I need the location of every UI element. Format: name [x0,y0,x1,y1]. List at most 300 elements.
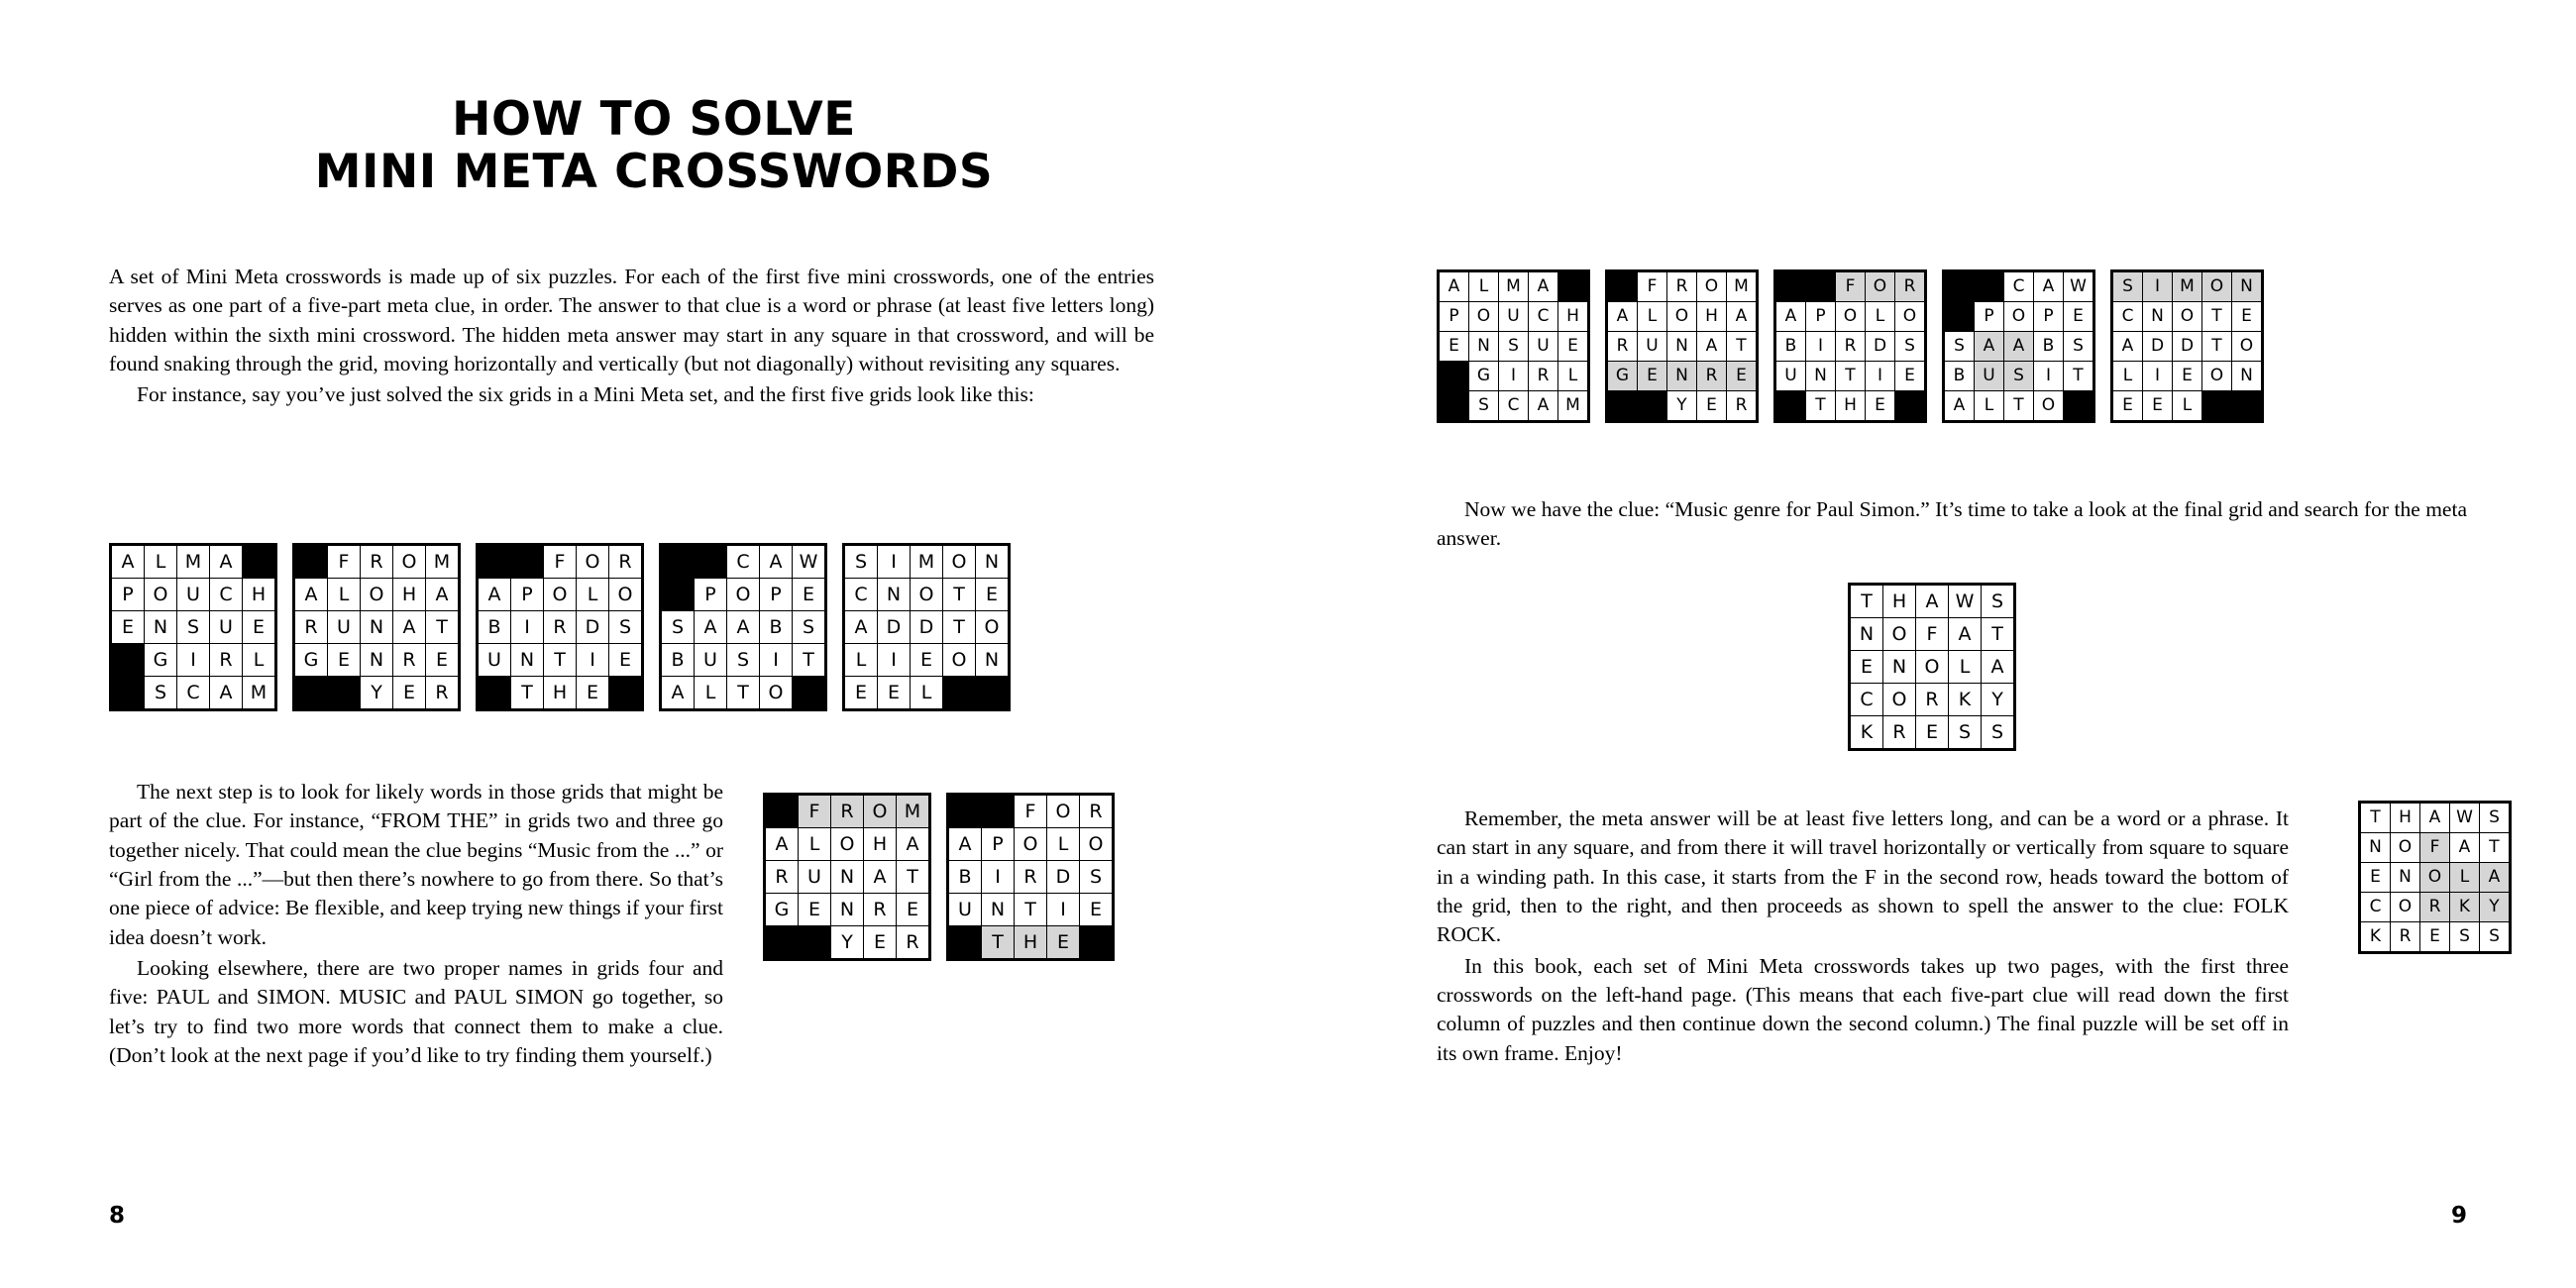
grid-row [1776,272,1925,302]
grid-row [2113,391,2262,421]
grid-cell: R [2391,922,2420,952]
grid-cell: N [511,644,544,677]
alma-grid-right [1437,269,1590,423]
grid-cell: O [1883,618,1916,651]
grid-cell: S [2113,272,2143,302]
grid-cell: A [2034,272,2064,302]
grid-cell-block [1638,391,1667,421]
grid-cell: S [2004,362,2034,391]
grid-cell: K [1949,684,1982,716]
grid-row [1776,362,1925,391]
grid-cell: S [1982,586,2014,618]
grid-cell: H [864,828,897,861]
grid-cell: R [544,611,577,644]
grid-cell: L [911,677,943,709]
grid-cell: E [1558,332,1588,362]
grid-cell-block [1776,272,1806,302]
left-paragraph-2: For instance, say you’ve just solved the six grids in a Mini Meta set, and the first five grids look like this: [137,382,1034,407]
grid-cell: R [210,644,243,677]
grid-cell: A [1529,391,1558,421]
grid-cell: S [2480,922,2510,952]
grid-cell: R [1015,861,1047,894]
grid-cell-block [949,926,982,959]
grid-cell-block [2202,391,2232,421]
grid-cell: F [1836,272,1866,302]
grid-cell: A [1982,651,2014,684]
grid-cell: T [1982,618,2014,651]
grid-cell: E [2143,391,2173,421]
grid-cell: H [1558,302,1588,332]
grid-cell: E [1727,362,1757,391]
grid-cell: E [1638,362,1667,391]
grid-cell: D [2173,332,2202,362]
grid-cell: S [2450,922,2480,952]
grid-cell: F [328,546,361,579]
grid-cell: T [1851,586,1883,618]
grid-cell: E [864,926,897,959]
grid-cell: R [1080,796,1113,828]
grid-row [1851,684,2014,716]
grid-cell: L [2450,863,2480,893]
grid-cell: A [210,546,243,579]
grid-cell: O [577,546,609,579]
grid-row [1440,332,1588,362]
grid-cell: R [1895,272,1925,302]
grid-cell: S [1499,332,1529,362]
grid-row [1776,302,1925,332]
grid-cell: U [1499,302,1529,332]
page-right [1288,0,2576,1288]
grid-cell: U [479,644,511,677]
grid-cell: A [1529,272,1558,302]
grid-cell: E [2173,362,2202,391]
grid-cell: E [609,644,642,677]
grid-row [2113,302,2262,332]
grid-cell-block [976,677,1009,709]
right-paragraph-1: Now we have the clue: “Music genre for Paul Simon.” It’s time to take a look at the final grid and search for the meta answer. [1437,497,2467,551]
grid-cell: G [766,894,799,926]
grid-cell: A [479,579,511,611]
grid-cell: A [2420,804,2450,833]
grid-cell: A [897,828,929,861]
grid-cell: O [1916,651,1949,684]
grid-row [479,644,642,677]
grid-cell: N [2361,833,2391,863]
simon-grid-right [2110,269,2264,423]
grid-cell: K [2361,922,2391,952]
grid-cell: A [662,677,695,709]
alma-grid [109,543,277,711]
grid-cell: S [1945,332,1975,362]
grid-cell: R [831,796,864,828]
grid-cell: S [2064,332,2093,362]
grid-cell: D [911,611,943,644]
grid-row [479,677,642,709]
grid-cell: B [760,611,793,644]
example-grid-row [109,543,1025,711]
grid-cell: O [831,828,864,861]
grid-cell: L [2113,362,2143,391]
grid-cell: A [1727,302,1757,332]
from-grid-right [1605,269,1759,423]
page-title-line2: MINI META CROSSWORDS [314,144,994,199]
grid-cell-block [295,677,328,709]
grid-cell: O [1469,302,1499,332]
grid-cell-block [1776,391,1806,421]
grid-cell: T [793,644,825,677]
grid-cell: N [2232,272,2262,302]
grid-cell: E [328,644,361,677]
grid-cell: A [1697,332,1727,362]
grid-cell-block [479,546,511,579]
grid-cell: L [1866,302,1895,332]
grid-cell: G [295,644,328,677]
grid-cell: A [1949,618,1982,651]
grid-cell: T [426,611,459,644]
grid-cell: M [243,677,275,709]
grid-row [2361,893,2510,922]
grid-row [845,611,1009,644]
grid-cell: I [982,861,1015,894]
grid-cell: P [982,828,1015,861]
grid-cell: O [393,546,426,579]
grid-cell: F [1916,618,1949,651]
grid-row [1776,391,1925,421]
grid-cell: I [2143,362,2173,391]
grid-row [479,579,642,611]
grid-cell: H [544,677,577,709]
grid-cell: M [177,546,210,579]
grid-cell: O [1047,796,1080,828]
grid-cell: F [799,796,831,828]
grid-row [295,579,459,611]
grid-cell-block [295,546,328,579]
grid-cell-block [949,796,982,828]
grid-cell: I [878,644,911,677]
grid-cell: A [1608,302,1638,332]
grid-row [2113,362,2262,391]
grid-row [2113,332,2262,362]
grid-row [295,546,459,579]
grid-cell: T [1727,332,1757,362]
grid-cell: I [1499,362,1529,391]
grid-row [1945,391,2093,421]
grid-cell: R [1697,362,1727,391]
from-grid [292,543,461,711]
grid-cell: C [2361,893,2391,922]
grid-cell: E [1440,332,1469,362]
grid-cell: P [1440,302,1469,332]
grid-cell: A [295,579,328,611]
for-grid [476,543,644,711]
grid-row [1945,332,2093,362]
grid-cell: N [831,861,864,894]
grid-row [949,894,1113,926]
grid-cell-block [1806,272,1836,302]
grid-row [295,611,459,644]
grid-cell: S [1982,716,2014,749]
grid-cell: R [1608,332,1638,362]
grid-cell: L [799,828,831,861]
grid-cell: I [577,644,609,677]
grid-cell: O [911,579,943,611]
grid-cell: B [949,861,982,894]
grid-cell: A [845,611,878,644]
grid-cell: K [1851,716,1883,749]
grid-cell: O [2202,362,2232,391]
grid-cell: A [2004,332,2034,362]
grid-cell: W [793,546,825,579]
grid-cell-block [2064,391,2093,421]
grid-cell: U [328,611,361,644]
grid-cell: U [177,579,210,611]
grid-cell: L [328,579,361,611]
grid-cell: B [1945,362,1975,391]
grid-row [1851,716,2014,749]
grid-cell: B [479,611,511,644]
grid-cell: Y [831,926,864,959]
grid-cell: N [2391,863,2420,893]
grid-cell: T [1015,894,1047,926]
grid-cell: I [511,611,544,644]
grid-cell: D [1866,332,1895,362]
grid-cell: E [2420,922,2450,952]
grid-cell: O [1015,828,1047,861]
grid-cell: N [361,611,393,644]
grid-cell: A [864,861,897,894]
grid-cell: S [145,677,177,709]
grid-cell: A [695,611,727,644]
grid-cell: N [1806,362,1836,391]
grid-cell: C [210,579,243,611]
grid-cell: F [1015,796,1047,828]
grid-cell-block [766,796,799,828]
grid-cell-block [943,677,976,709]
grid-cell: L [2173,391,2202,421]
grid-cell-block [1080,926,1113,959]
grid-cell: S [1949,716,1982,749]
grid-cell: R [2420,893,2450,922]
grid-cell: M [897,796,929,828]
grid-cell-block [1608,391,1638,421]
grid-cell: S [845,546,878,579]
grid-cell: U [949,894,982,926]
grid-cell-block [766,926,799,959]
grid-cell: P [1806,302,1836,332]
grid-cell: N [878,579,911,611]
grid-cell-block [1945,272,1975,302]
grid-cell: F [1638,272,1667,302]
caw-grid-right [1942,269,2095,423]
grid-cell: E [2113,391,2143,421]
grid-cell: N [1667,332,1697,362]
grid-cell: M [1558,391,1588,421]
grid-cell: T [2202,332,2232,362]
grid-cell: E [1697,391,1727,421]
grid-cell-block [662,579,695,611]
page-title-line1: HOW TO SOLVE [452,92,856,147]
grid-cell: T [1806,391,1836,421]
grid-row [112,579,275,611]
grid-cell: L [1975,391,2004,421]
grid-cell: O [609,579,642,611]
grid-cell: L [243,644,275,677]
grid-cell: E [1047,926,1080,959]
grid-cell: I [2143,272,2173,302]
grid-cell: L [1949,651,1982,684]
grid-cell-block [511,546,544,579]
grid-row [662,579,825,611]
grid-row [1945,362,2093,391]
grid-cell: N [1469,332,1499,362]
grid-cell: Y [1982,684,2014,716]
grid-cell-block [328,677,361,709]
grid-cell: C [1851,684,1883,716]
grid-cell: O [544,579,577,611]
grid-cell: E [2361,863,2391,893]
grid-cell: E [243,611,275,644]
grid-cell: U [210,611,243,644]
grid-cell: I [2034,362,2064,391]
grid-cell-block [695,546,727,579]
grid-cell: T [897,861,929,894]
grid-cell: O [943,546,976,579]
grid-cell: E [799,894,831,926]
grid-cell: B [1776,332,1806,362]
grid-row [1440,272,1588,302]
grid-row [479,546,642,579]
grid-row [662,546,825,579]
left-paragraph-1: A set of Mini Meta crosswords is made up of six puzzles. For each of the first five mini crosswords, one of the entries serves as one part of a five-part meta clue, in order. The answer to that clue is a word or phrase (at least five letters long) hidden within the sixth mini crossword. The hidden meta answer may start in any square in that crossword, and will be found snaking through the grid, moving horizontally and vertically (but not diagonally) without revisiting any squares. [109,265,1154,376]
grid-cell: L [145,546,177,579]
grid-cell-block [112,644,145,677]
grid-row [295,677,459,709]
grid-row [1851,618,2014,651]
grid-cell: C [177,677,210,709]
grid-row [2361,863,2510,893]
grid-row [949,926,1113,959]
left-paragraph-4: Looking elsewhere, there are two proper names in grids four and five: PAUL and SIMON. MUSIC and PAUL SIMON go together, so let’s try to find two more words that connect them to make a clue. (Don’t look at the next page if you’d like to try finding them yourself.) [109,956,723,1068]
grid-cell-block [1440,362,1469,391]
grid-row [845,677,1009,709]
grid-cell: A [393,611,426,644]
grid-cell: D [878,611,911,644]
grid-cell-block [793,677,825,709]
grid-cell: O [1836,302,1866,332]
page-title [109,94,1199,198]
grid-cell: O [1667,302,1697,332]
grid-row [112,644,275,677]
grid-cell: L [695,677,727,709]
grid-cell: E [845,677,878,709]
grid-cell: N [1851,618,1883,651]
grid-cell-block [799,926,831,959]
grid-cell: A [2480,863,2510,893]
for-grid-highlighted [946,793,1115,961]
grid-cell: S [793,611,825,644]
grid-cell: F [544,546,577,579]
grid-cell: H [1697,302,1727,332]
grid-cell: T [544,644,577,677]
grid-cell: D [577,611,609,644]
grid-cell: T [2202,302,2232,332]
grid-cell: E [793,579,825,611]
grid-cell: S [1080,861,1113,894]
grid-cell: R [1727,391,1757,421]
grid-cell: I [1047,894,1080,926]
grid-cell: R [295,611,328,644]
grid-cell: O [145,579,177,611]
meta-grid-solved [2358,801,2512,954]
grid-cell: T [727,677,760,709]
grid-cell: D [2143,332,2173,362]
grid-cell: O [2004,302,2034,332]
grid-cell: S [1469,391,1499,421]
grid-row [1945,272,2093,302]
left-paragraph-3: The next step is to look for likely words in those grids that might be part of the clue. For instance, “FROM THE” in grids two and three go together nicely. That could mean the clue begins “Music from the ...” or “Girl from the ...”—but then there’s nowhere to go from there. So that’s one piece of advice: Be flexible, and keep trying new things if your first idea doesn’t work. [109,780,723,949]
grid-row [949,796,1113,828]
grid-cell: R [393,644,426,677]
grid-cell-block [1608,272,1638,302]
grid-cell: O [1895,302,1925,332]
grid-cell-block [1895,391,1925,421]
grid-cell: A [760,546,793,579]
grid-cell: M [1727,272,1757,302]
grid-row [1851,651,2014,684]
grid-cell: E [426,644,459,677]
solved-grid-row [1437,269,2279,423]
grid-cell: N [1883,651,1916,684]
grid-cell: I [1806,332,1836,362]
grid-cell: R [1529,362,1558,391]
grid-cell: E [1895,362,1925,391]
grid-row [766,828,929,861]
grid-row [479,611,642,644]
grid-cell: M [2173,272,2202,302]
page-number-right: 9 [2450,1203,2467,1229]
grid-cell: O [2232,332,2262,362]
grid-cell: U [799,861,831,894]
grid-cell: B [2034,332,2064,362]
grid-row [845,579,1009,611]
grid-cell: K [2450,893,2480,922]
grid-cell: R [897,926,929,959]
grid-row [2361,922,2510,952]
grid-cell-block [982,796,1015,828]
grid-cell: A [210,677,243,709]
grid-cell: T [2064,362,2093,391]
grid-row [845,644,1009,677]
grid-cell: T [511,677,544,709]
grid-cell-block [1440,391,1469,421]
grid-cell: L [1638,302,1667,332]
grid-cell: O [2391,833,2420,863]
grid-row [662,677,825,709]
grid-cell: C [1499,391,1529,421]
grid-cell: A [2450,833,2480,863]
grid-cell: O [1080,828,1113,861]
grid-cell: H [393,579,426,611]
grid-cell: E [878,677,911,709]
grid-cell: A [1440,272,1469,302]
grid-row [766,926,929,959]
grid-cell: T [982,926,1015,959]
grid-cell: U [1529,332,1558,362]
grid-cell: U [1638,332,1667,362]
grid-cell: N [982,894,1015,926]
grid-row [112,677,275,709]
for-grid-right [1773,269,1927,423]
